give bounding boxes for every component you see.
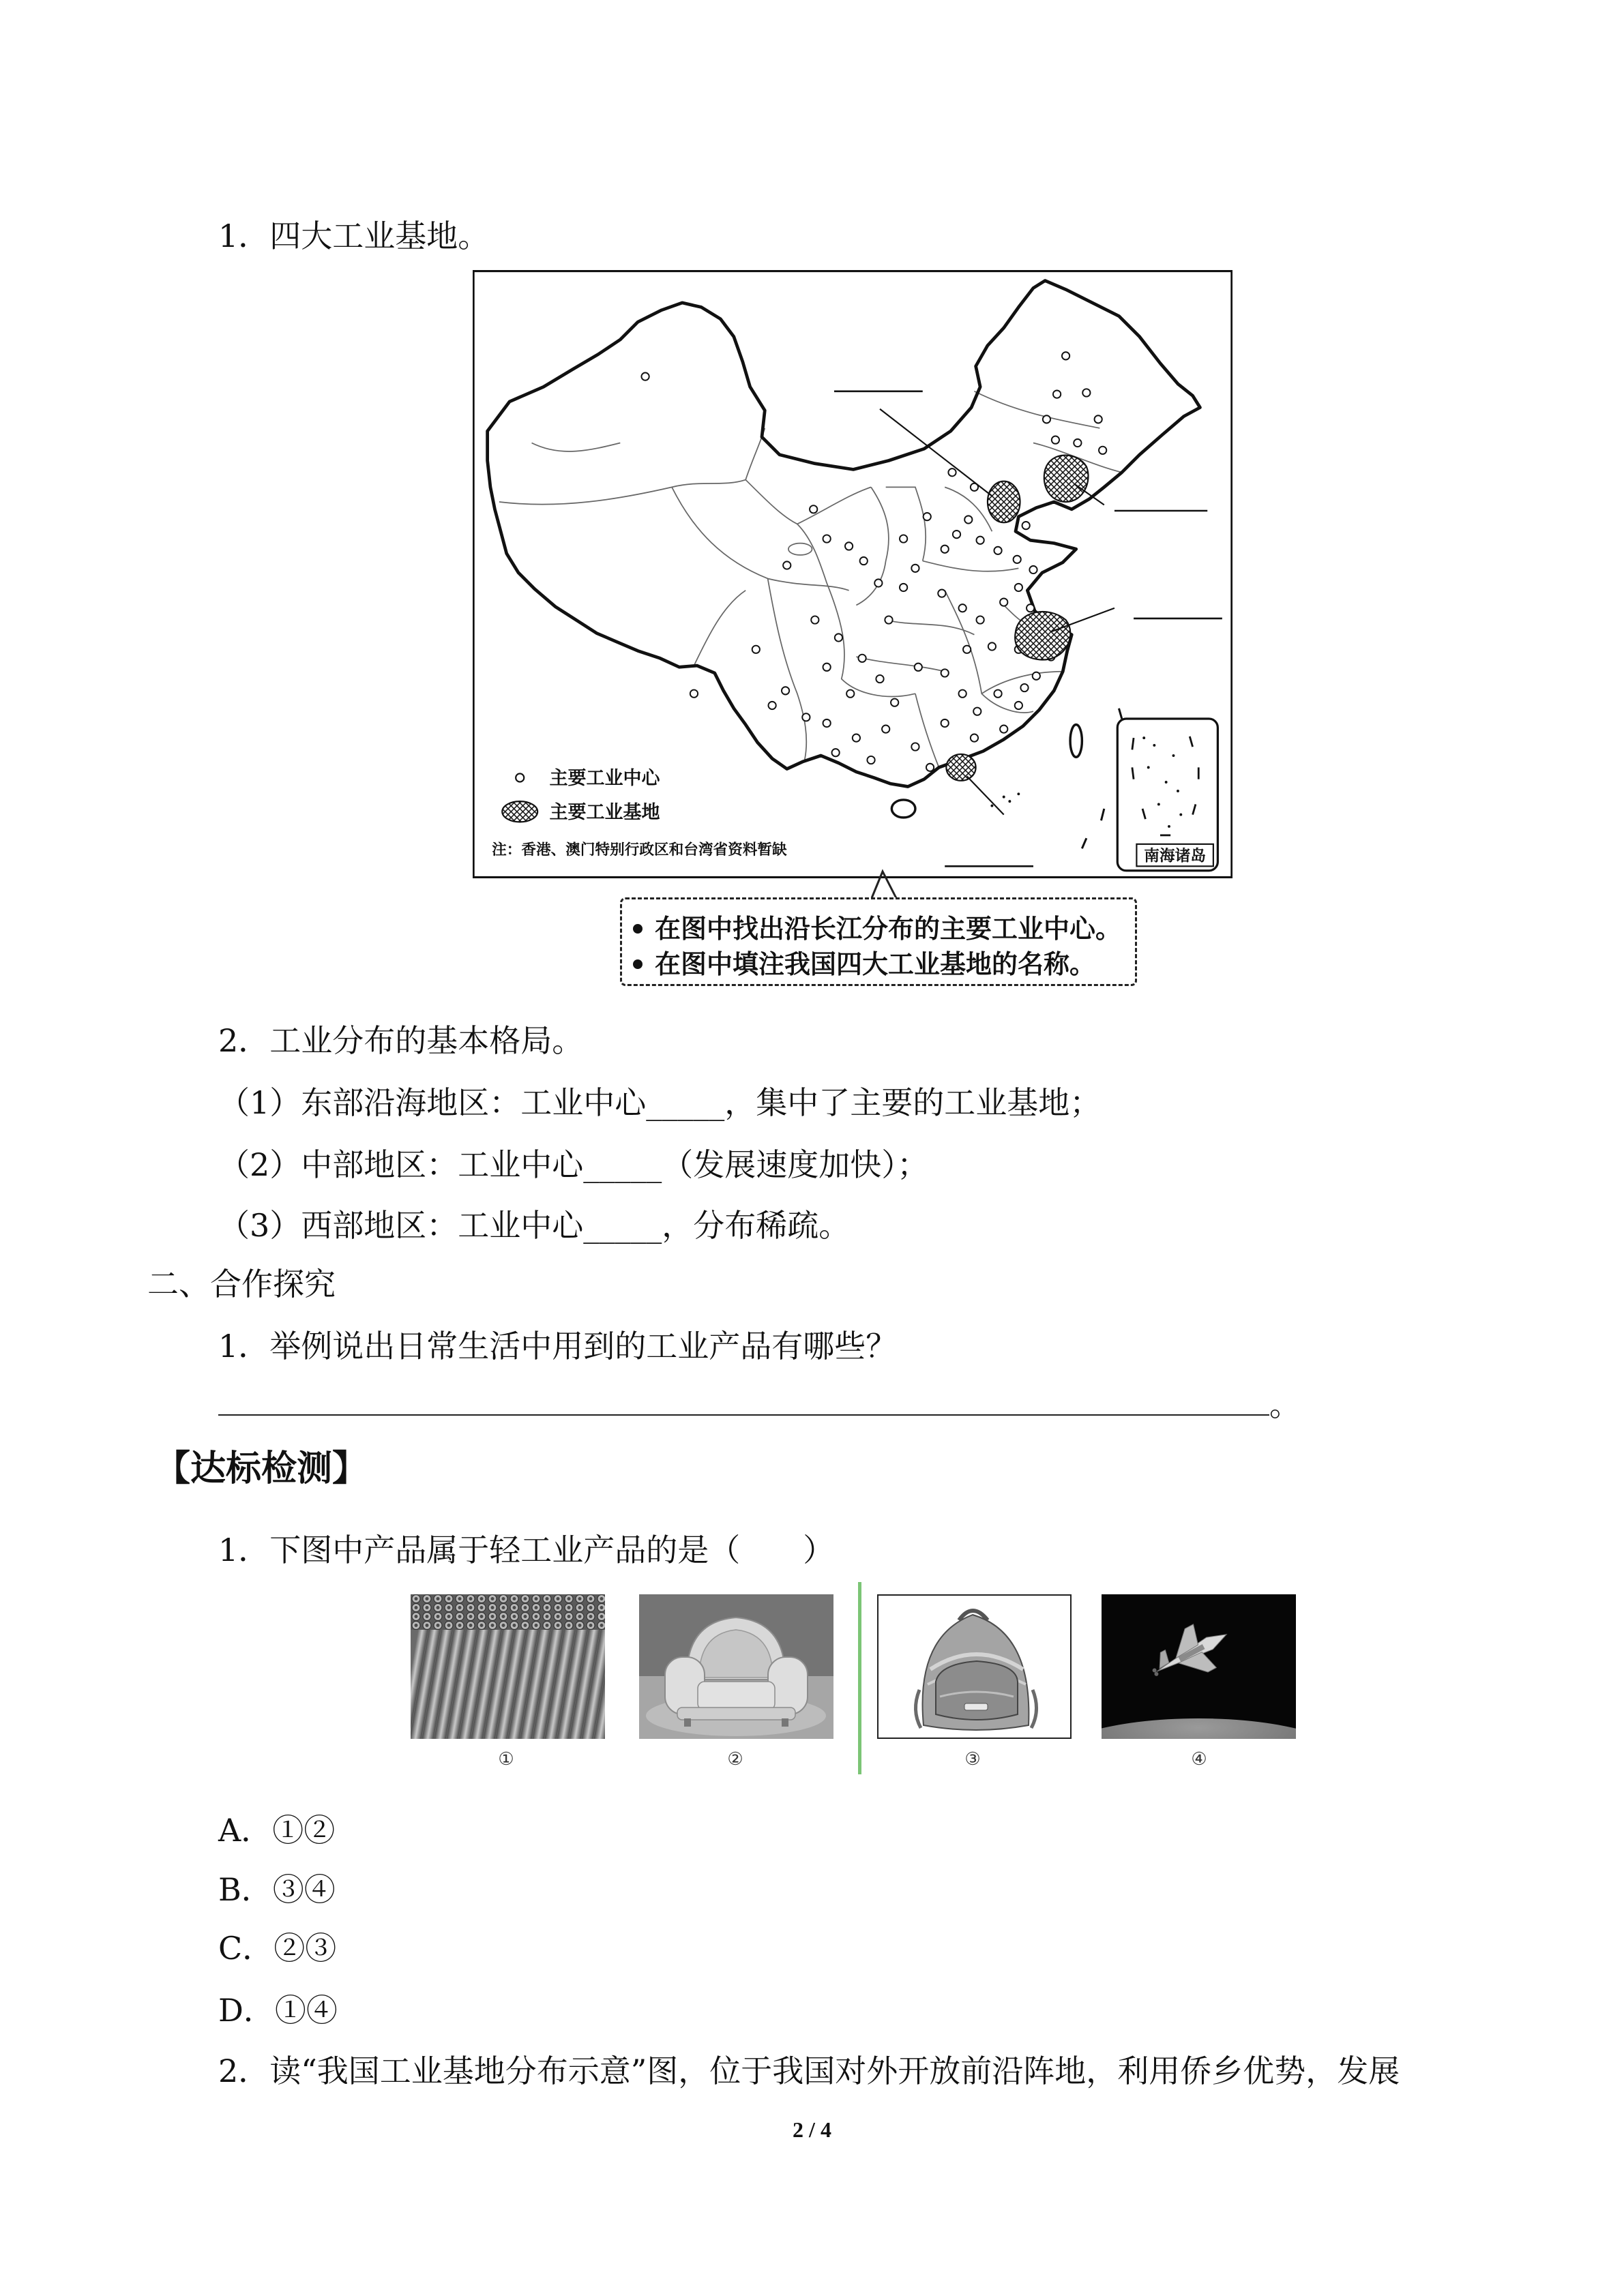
industrial-center-marker <box>783 561 791 569</box>
section-heading-assessment: 【达标检测】 <box>155 1448 368 1489</box>
industrial-center-marker <box>823 664 831 671</box>
industrial-center-marker <box>1074 439 1081 447</box>
callout-task-1 <box>633 911 1121 946</box>
industrial-center-marker <box>1099 447 1106 454</box>
photo-caption-3: ③ <box>964 1749 981 1770</box>
industrial-center-marker <box>752 646 760 653</box>
industrial-center-marker <box>768 702 776 709</box>
photo-caption-4: ④ <box>1191 1749 1207 1770</box>
cooperation-question-1: 1．举例说出日常生活中用到的工业产品有哪些？ <box>218 1328 898 1365</box>
industrial-center-marker <box>941 669 949 676</box>
industrial-center-marker <box>1029 566 1037 573</box>
legend-base-icon <box>502 801 537 822</box>
section-heading-cooperation: 二、合作探究 <box>147 1266 336 1302</box>
industrial-center-marker <box>823 719 831 727</box>
legend-center-label: 主要工业中心 <box>549 768 660 790</box>
industrial-center-marker <box>963 646 971 653</box>
industrial-center-marker <box>971 734 978 741</box>
industrial-center-marker <box>1043 415 1050 423</box>
industrial-center-marker <box>1062 352 1069 359</box>
industrial-center-marker <box>690 690 698 698</box>
industrial-center-marker <box>1000 598 1007 606</box>
industrial-base-area-northeast <box>1044 456 1089 502</box>
answer-line-end: 。 <box>1269 1386 1301 1423</box>
industrial-center-marker <box>959 690 966 698</box>
industrial-center-marker <box>1014 556 1021 563</box>
industrial-center-marker <box>845 542 853 550</box>
industrial-center-marker <box>953 531 960 538</box>
green-divider <box>858 1582 861 1774</box>
photo-steel-pipes <box>411 1594 605 1739</box>
industrial-center-marker <box>948 468 956 476</box>
bullet-icon <box>633 924 643 934</box>
industrial-center-marker <box>1052 436 1059 444</box>
industrial-center-marker <box>988 642 996 650</box>
industrial-center-marker <box>941 719 949 727</box>
callout-task-2 <box>633 946 1095 982</box>
industrial-center-marker <box>926 764 934 771</box>
item-pattern-title: 2．工业分布的基本格局。 <box>218 1022 584 1059</box>
bullet-icon <box>633 959 643 969</box>
industrial-center-marker <box>1053 390 1061 398</box>
industrial-center-marker <box>810 505 817 513</box>
option-b: B．③④ <box>218 1871 336 1908</box>
option-a: A．①② <box>218 1812 336 1849</box>
inset-label: 南海诸岛 <box>1144 847 1207 865</box>
answer-blank <box>218 1384 1269 1416</box>
industrial-center-marker <box>1015 584 1022 591</box>
industrial-center-marker <box>1027 604 1034 612</box>
industrial-center-marker <box>911 743 919 750</box>
industrial-center-marker <box>891 699 898 706</box>
callout-task-text: 在图中找出沿长江分布的主要工业中心。 <box>655 914 1122 944</box>
south-china-sea-inset <box>1117 719 1217 871</box>
photo-caption-2: ② <box>727 1749 743 1770</box>
map-task-callout <box>620 897 1137 986</box>
photo-armchair <box>639 1594 833 1739</box>
industrial-center-marker <box>1033 672 1040 680</box>
industrial-center-marker <box>835 633 842 641</box>
industrial-center-marker <box>964 516 972 523</box>
industrial-center-marker <box>941 546 949 553</box>
industrial-center-marker <box>874 579 882 586</box>
industrial-center-marker <box>1022 522 1030 529</box>
industrial-center-marker <box>1020 684 1028 691</box>
industrial-center-marker <box>858 655 866 662</box>
industrial-center-marker <box>867 756 874 764</box>
industrial-center-marker <box>994 547 1001 554</box>
page-number: 2 / 4 <box>793 2117 831 2142</box>
industrial-center-marker <box>823 535 831 542</box>
assessment-question-1: 1．下图中产品属于轻工业产品的是（ ） <box>218 1532 835 1568</box>
photo-backpack <box>877 1594 1072 1739</box>
industrial-center-marker <box>846 690 854 698</box>
pattern-line-central: （2）中部地区：工业中心_____（发展速度加快）； <box>218 1146 929 1183</box>
callout-pointer <box>853 866 914 901</box>
industrial-center-marker <box>959 604 966 612</box>
assessment-question-2: 2．读“我国工业基地分布示意”图，位于我国对外开放前沿阵地，利用侨乡优势，发展 <box>218 2053 1400 2089</box>
industrial-center-marker <box>1082 389 1090 396</box>
industrial-center-marker <box>876 675 883 683</box>
industrial-center-marker <box>853 734 860 741</box>
industrial-center-marker <box>973 708 981 715</box>
china-industrial-map <box>473 270 1232 878</box>
industrial-center-marker <box>882 726 889 733</box>
photo-caption-1: ① <box>498 1749 514 1770</box>
industrial-center-marker <box>911 565 919 572</box>
pattern-line-east: （1）东部沿海地区：工业中心_____，集中了主要的工业基地； <box>218 1084 1102 1121</box>
industrial-center-marker <box>900 535 907 542</box>
option-d: D．①④ <box>218 1992 338 2029</box>
answer-line <box>218 1384 1301 1425</box>
legend-center-icon <box>516 773 524 781</box>
industrial-center-marker <box>924 513 931 520</box>
pattern-line-west: （3）西部地区：工业中心_____，分布稀疏。 <box>218 1207 851 1244</box>
industrial-center-marker <box>1095 415 1102 423</box>
industrial-center-marker <box>938 589 945 597</box>
industrial-center-marker <box>915 664 922 671</box>
industrial-center-marker <box>811 616 818 623</box>
industrial-center-marker <box>1015 702 1022 709</box>
industrial-center-marker <box>782 687 789 694</box>
option-c: C．②③ <box>218 1930 337 1967</box>
callout-task-text: 在图中填注我国四大工业基地的名称。 <box>655 949 1096 979</box>
industrial-center-marker <box>1000 726 1007 733</box>
industrial-center-marker <box>976 537 984 544</box>
industrial-base-area-north <box>988 481 1020 523</box>
industrial-center-marker <box>832 749 840 756</box>
photo-space-shuttle <box>1102 1594 1296 1739</box>
item-four-bases-title: 1．四大工业基地。 <box>218 218 490 254</box>
industrial-center-marker <box>976 616 984 623</box>
industrial-center-marker <box>641 373 649 381</box>
industrial-base-area-south <box>946 754 975 781</box>
legend-base-label: 主要工业基地 <box>549 801 660 823</box>
map-note: 注：香港、澳门特别行政区和台湾省资料暂缺 <box>492 841 787 859</box>
industrial-center-marker <box>900 584 907 591</box>
industrial-base-area-east <box>1015 612 1070 660</box>
industrial-center-marker <box>885 616 892 623</box>
industrial-center-marker <box>802 713 810 721</box>
industrial-center-marker <box>994 690 1001 698</box>
industrial-center-marker <box>860 557 868 565</box>
